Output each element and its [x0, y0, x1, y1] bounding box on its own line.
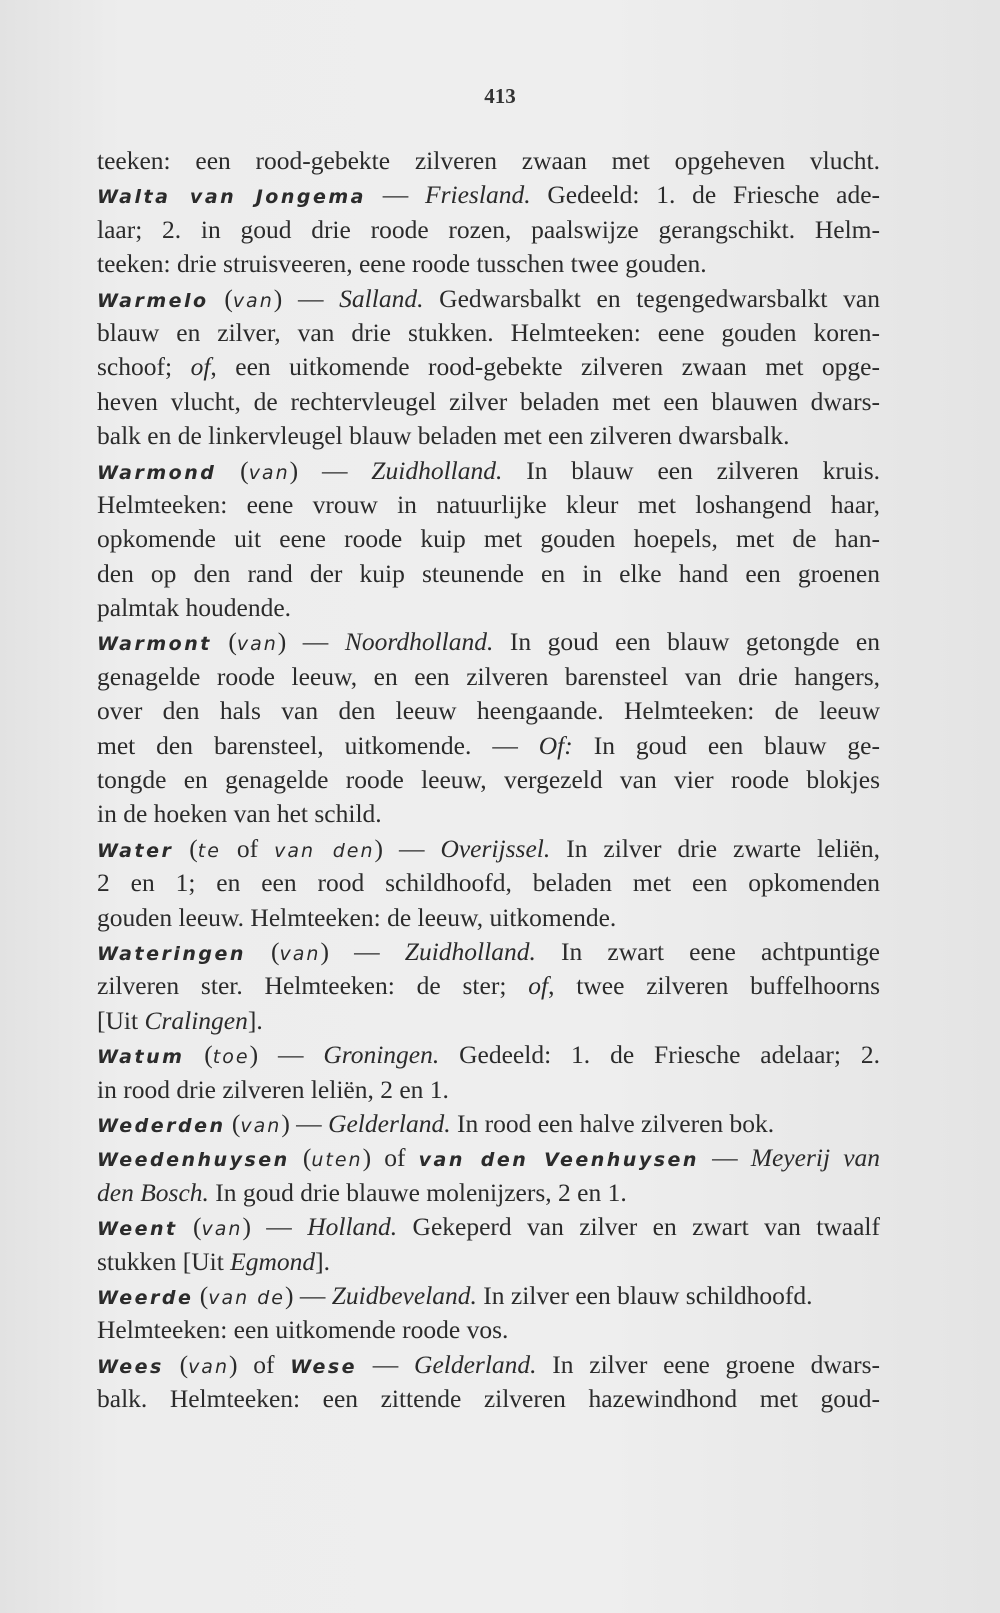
region-name: of	[528, 971, 549, 1001]
family-name: Warmelo	[97, 289, 209, 312]
text-run: Gedwarsbalkt en tegengedwarsbalkt van	[423, 283, 880, 313]
text-line	[97, 350, 880, 384]
text-line	[97, 1348, 880, 1382]
text-run: in de hoeken van het schild.	[97, 799, 382, 829]
region-name: Zuidholland.	[404, 936, 536, 966]
text-line	[97, 316, 880, 350]
text-run: met den barensteel, uitkomende. —	[97, 730, 539, 760]
text-run: den op den rand der kuip steunende en in elke hand een groenen	[97, 558, 880, 588]
text-run: ].	[315, 1246, 331, 1276]
text-line	[97, 144, 880, 178]
name-particle: van	[232, 289, 274, 312]
region-name: Overijssel.	[440, 833, 551, 863]
text-run: (	[225, 1108, 241, 1138]
text-line	[97, 1245, 880, 1279]
text-run: ].	[247, 1005, 263, 1035]
text-line	[97, 557, 880, 591]
name-particle: van	[240, 1114, 282, 1137]
text-line	[97, 1004, 880, 1038]
name-particle: van	[188, 1355, 229, 1378]
text-run: laar; 2. in goud drie roode rozen, paalswijze gerangschikt. Helm-	[97, 214, 880, 244]
text-line	[97, 694, 880, 728]
text-run: —	[698, 1143, 751, 1173]
text-line	[97, 282, 880, 316]
text-run: —	[365, 180, 426, 210]
text-line	[97, 1313, 880, 1347]
text-run: ) —	[320, 936, 405, 966]
text-run: In goud drie blauwe molenijzers, 2 en 1.	[208, 1177, 627, 1207]
text-run: (	[184, 1040, 213, 1070]
text-run: In goud een blauw getongde en	[493, 627, 880, 657]
text-run: (	[193, 1280, 209, 1310]
text-line	[97, 729, 880, 763]
text-run: palmtak houdende.	[97, 593, 292, 623]
text-line	[97, 763, 880, 797]
text-run: (	[211, 627, 237, 657]
text-run: in rood drie zilveren leliën, 2 en 1.	[97, 1074, 449, 1104]
region-name: Gelderland.	[414, 1349, 537, 1379]
text-line	[97, 797, 880, 831]
text-line	[97, 1382, 880, 1416]
text-line	[97, 1073, 880, 1107]
text-line	[97, 901, 880, 935]
text-run: (	[163, 1349, 189, 1379]
family-name: Warmond	[97, 461, 217, 484]
text-run: (	[208, 283, 233, 313]
text-line	[97, 969, 880, 1003]
region-name: Egmond	[230, 1246, 316, 1276]
family-name: Weent	[97, 1218, 178, 1241]
region-name: Groningen.	[323, 1040, 440, 1070]
text-run: (	[245, 936, 280, 966]
region-name: den Bosch.	[97, 1177, 209, 1207]
text-run: , een uitkomende rood-gebekte zilveren zwaan met opge-	[210, 352, 880, 382]
family-name: Walta van Jongema	[97, 186, 366, 209]
text-run: heven vlucht, de rechtervleugel zilver beladen met een blauwen dwars-	[97, 386, 880, 416]
family-name: Wateringen	[97, 942, 246, 965]
name-particle: toe	[212, 1046, 250, 1069]
text-run: (	[216, 455, 249, 485]
text-run: Gedeeld: 1. de Friesche ade-	[530, 180, 880, 210]
text-run: zilveren ster. Helmteeken: de ster;	[97, 971, 529, 1001]
text-line	[97, 488, 880, 522]
text-run: opkomende uit eene roode kuip met gouden hoepels, met de han-	[97, 524, 880, 554]
region-name: of	[190, 352, 211, 382]
text-line	[97, 935, 880, 969]
text-run: ) —	[289, 455, 372, 485]
region-name: Zuidbeveland.	[331, 1280, 477, 1310]
text-line	[97, 625, 880, 659]
text-run: [Uit	[97, 1005, 145, 1035]
text-run: In zilver drie zwarte leliën,	[550, 833, 880, 863]
text-run: (	[289, 1143, 312, 1173]
text-run: balk en de linkervleugel blauw beladen met een zilveren dwarsbalk.	[97, 421, 790, 451]
text-line	[97, 385, 880, 419]
text-run: Helmteeken: eene vrouw in natuurlijke kleur met loshangend haar,	[97, 489, 880, 519]
text-run: In zilver een blauw schildhoofd.	[476, 1280, 813, 1310]
text-run: In zilver eene groene dwars-	[536, 1349, 880, 1379]
region-name: Zuidholland.	[371, 455, 503, 485]
family-name: van den Veenhuysen	[418, 1149, 699, 1172]
text-run: of	[220, 833, 275, 863]
family-name: Weerde	[97, 1286, 194, 1309]
name-particle: van	[279, 942, 321, 965]
text-line	[97, 454, 880, 488]
family-name: Weedenhuysen	[97, 1149, 290, 1172]
text-line	[97, 1210, 880, 1244]
text-run: schoof;	[97, 352, 191, 382]
text-run: teeken: drie struisveeren, eene roode tusschen twee gouden.	[97, 249, 707, 279]
text-line	[97, 1107, 880, 1141]
text-run: In rood een halve zilveren bok.	[450, 1108, 775, 1138]
text-run: 2 en 1; en een rood schildhoofd, beladen met een opkomenden	[97, 868, 880, 898]
text-line	[97, 419, 880, 453]
text-run: (	[173, 833, 198, 863]
text-run: gouden leeuw. Helmteeken: de leeuw, uitkomende.	[97, 902, 617, 932]
family-name: Wese	[290, 1355, 358, 1378]
text-run: —	[357, 1349, 415, 1379]
text-run: over den hals van den leeuw heengaande. Helmteeken: de leeuw	[97, 696, 880, 726]
text-run: ) —	[284, 1280, 332, 1310]
name-particle: van de	[208, 1286, 285, 1309]
text-line	[97, 178, 880, 212]
name-particle: uten	[311, 1149, 363, 1172]
text-line	[97, 247, 880, 281]
text-run: balk. Helmteeken: een zittende zilveren hazewindhond met goud-	[97, 1384, 880, 1414]
family-name: Watum	[97, 1046, 185, 1069]
region-name: Meyerij van	[750, 1143, 880, 1173]
text-run: Gekeperd van zilver en zwart van twaalf	[397, 1212, 880, 1242]
text-line	[97, 591, 880, 625]
text-run: In zwart eene achtpuntige	[535, 936, 880, 966]
text-run: ) —	[374, 833, 441, 863]
family-name: Warmont	[97, 633, 212, 656]
region-name: Holland.	[307, 1212, 398, 1242]
text-run: Helmteeken: een uitkomende roode vos.	[97, 1315, 509, 1345]
region-name: Noordholland.	[344, 627, 494, 657]
family-name: Water	[97, 839, 174, 862]
text-run: ) —	[273, 283, 340, 313]
text-run: ) of	[229, 1349, 291, 1379]
text-line	[97, 660, 880, 694]
text-run: genagelde roode leeuw, en een zilveren barensteel van drie hangers,	[97, 661, 880, 691]
text-run: ) of	[362, 1143, 419, 1173]
text-run: ) —	[277, 627, 345, 657]
region-name: Gelderland.	[328, 1108, 451, 1138]
text-run: teeken: een rood-gebekte zilveren zwaan met opgeheven vlucht.	[97, 146, 880, 175]
name-particle: van den	[274, 839, 375, 862]
page-number: 413	[484, 84, 516, 108]
text-run: Gedeeld: 1. de Friesche adelaar; 2.	[439, 1040, 880, 1070]
text-run: stukken [Uit	[97, 1246, 231, 1276]
text-line	[97, 1279, 880, 1313]
text-run: , twee zilveren buffelhoorns	[548, 971, 880, 1001]
text-run: ) —	[281, 1108, 329, 1138]
name-particle: van	[236, 633, 278, 656]
text-line	[97, 832, 880, 866]
text-run: blauw en zilver, van drie stukken. Helmteeken: eene gouden koren-	[97, 317, 880, 347]
page-body-text	[97, 144, 880, 1416]
text-run: ) —	[249, 1040, 324, 1070]
text-line	[97, 522, 880, 556]
family-name: Wederden	[97, 1114, 226, 1137]
name-particle: van	[248, 461, 290, 484]
text-line	[97, 1141, 880, 1175]
text-line	[97, 1176, 880, 1210]
name-particle: te	[197, 839, 221, 862]
region-name: Cralingen	[144, 1005, 248, 1035]
text-run: tongde en genagelde roode leeuw, vergezeld van vier roode blokjes	[97, 765, 880, 795]
text-run: ) —	[242, 1212, 308, 1242]
region-name: Salland.	[339, 283, 424, 313]
text-line	[97, 213, 880, 247]
text-run: In blauw een zilveren kruis.	[502, 455, 880, 485]
region-name: Friesland.	[425, 180, 531, 210]
family-name: Wees	[97, 1355, 164, 1378]
text-line	[97, 1038, 880, 1072]
region-name: Of:	[538, 730, 573, 760]
text-line	[97, 866, 880, 900]
text-run: (	[177, 1212, 202, 1242]
text-run: In goud een blauw ge-	[572, 730, 880, 760]
name-particle: van	[201, 1218, 243, 1241]
